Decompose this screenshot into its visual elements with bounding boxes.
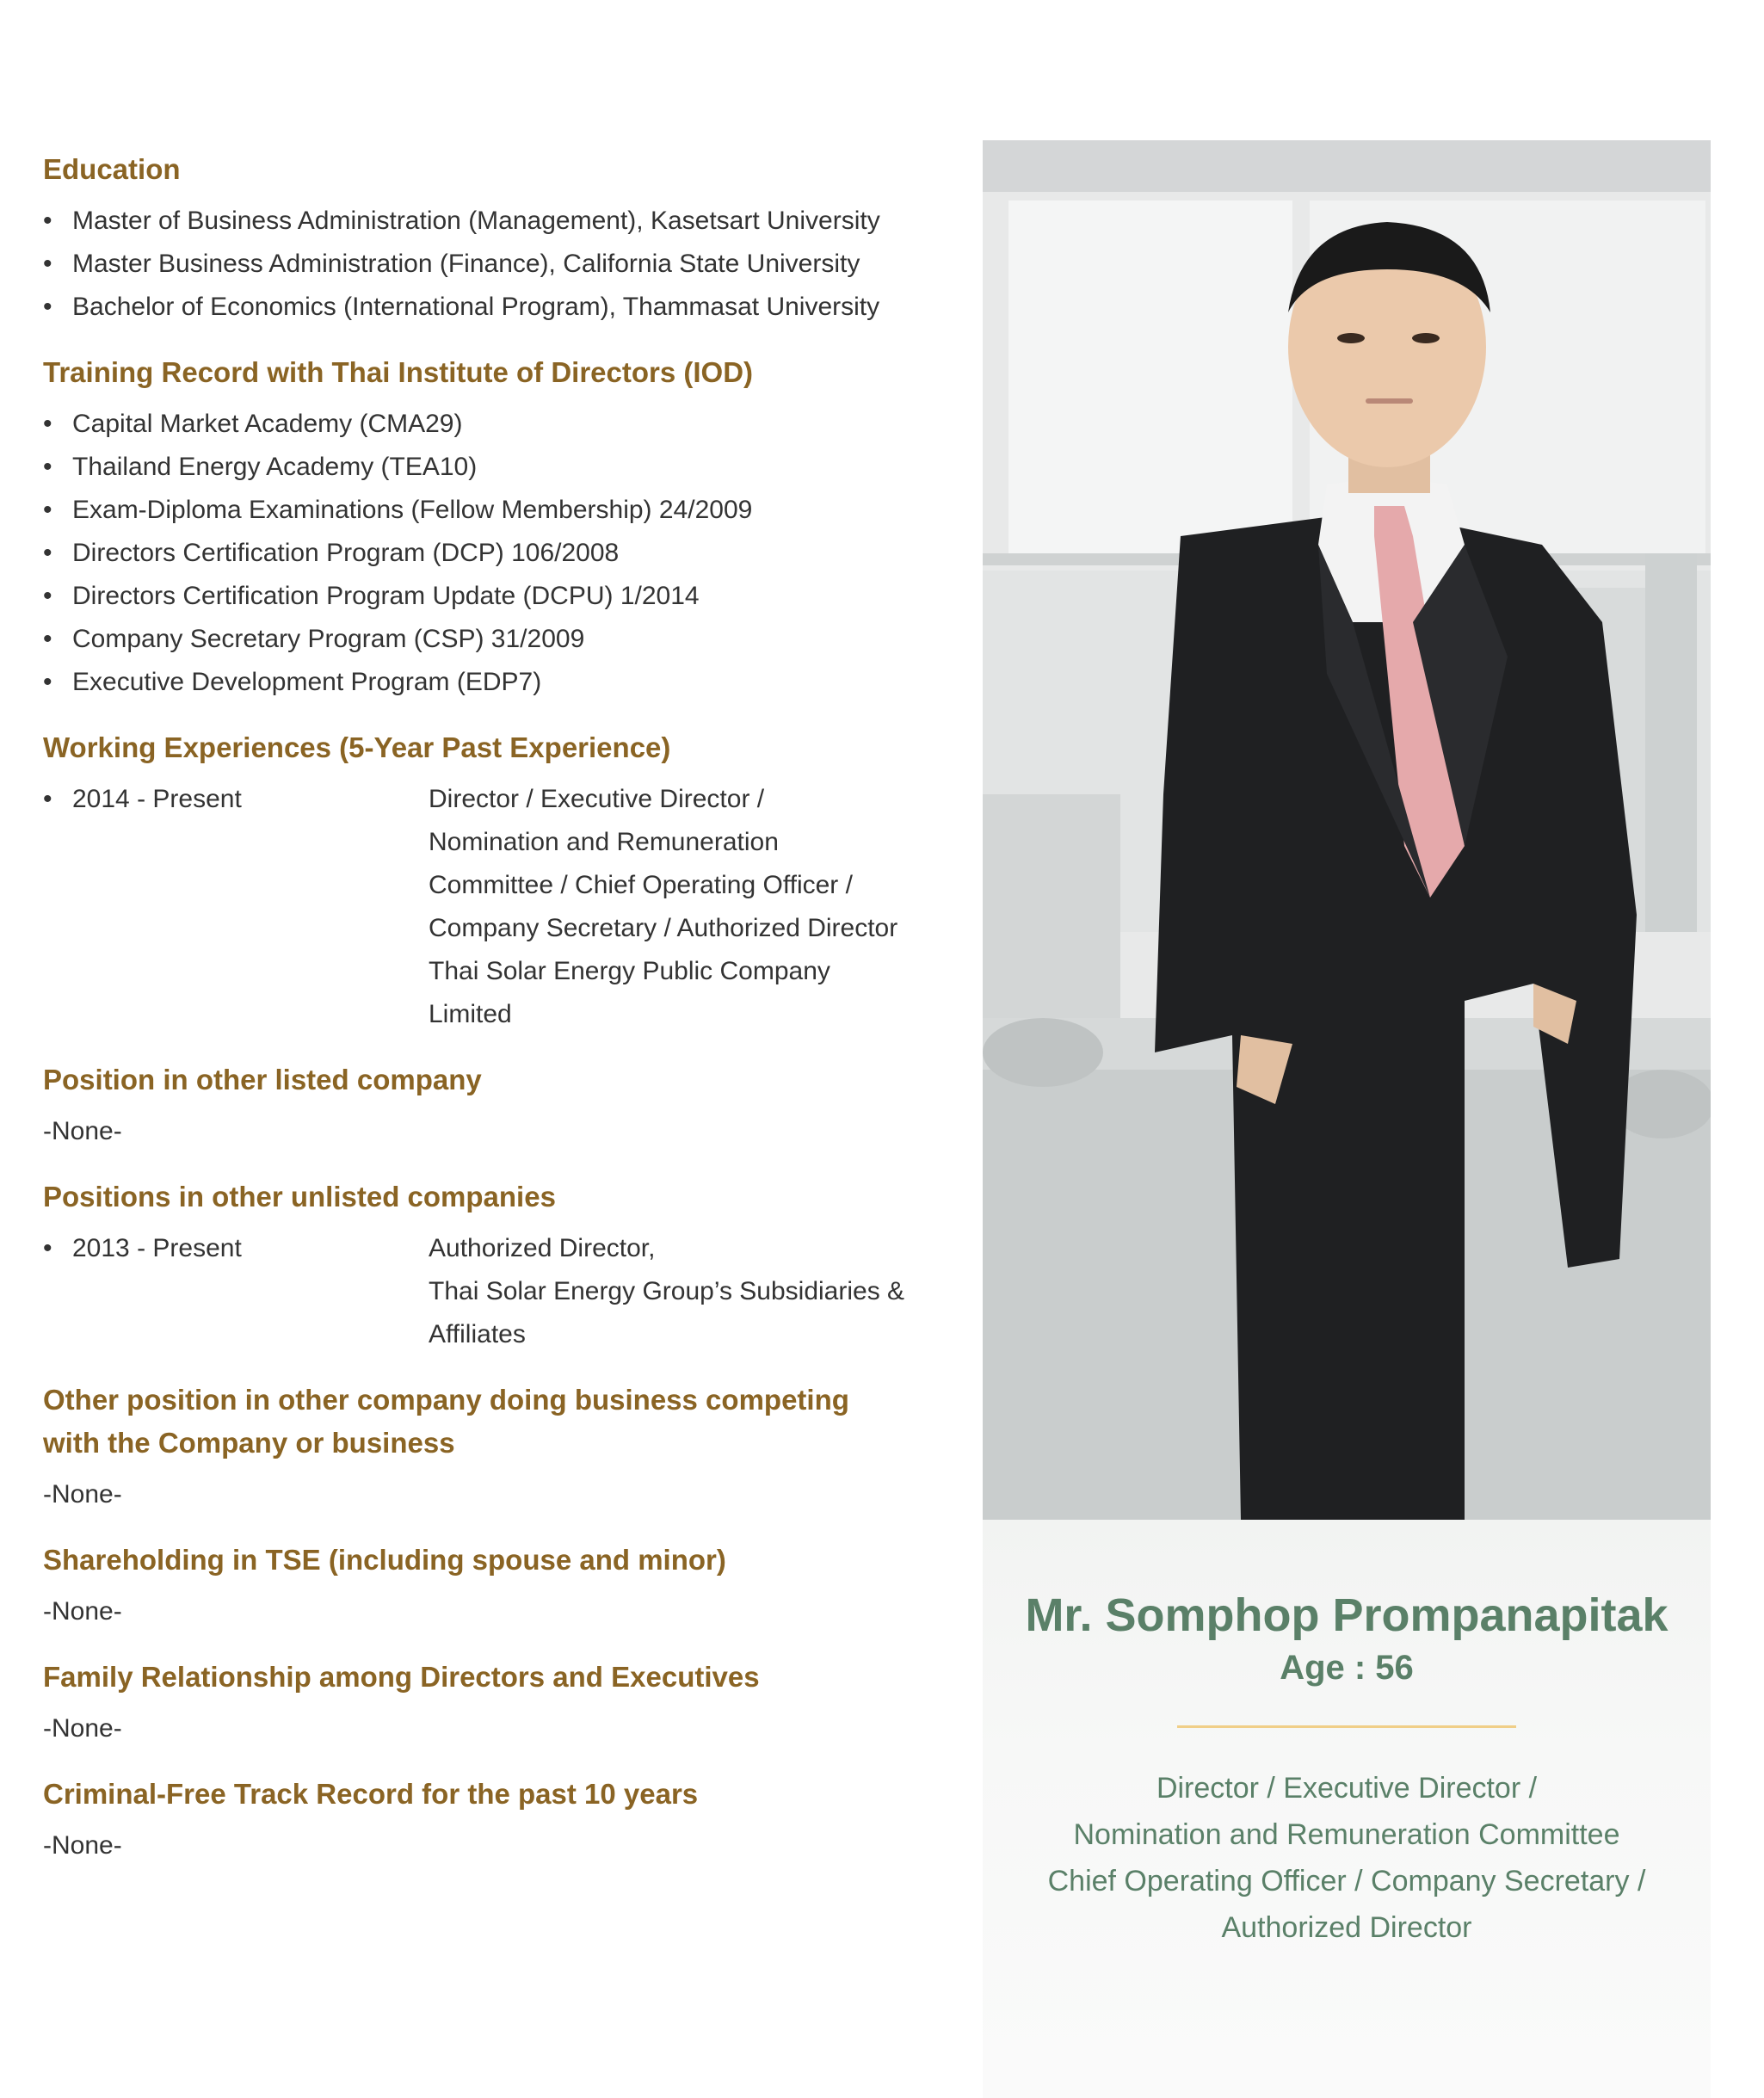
listed-section xyxy=(43,1058,938,1153)
profile-info xyxy=(983,1520,1711,2098)
family-heading: Family Relationship among Directors and Executives xyxy=(43,1661,760,1693)
role-line: Director / Executive Director / xyxy=(1156,1772,1538,1805)
person-roles xyxy=(983,1765,1711,1951)
role-line: Authorized Director xyxy=(1221,1911,1472,1944)
list-item: • Capital Market Academy (CMA29) xyxy=(43,410,463,438)
portrait-photo xyxy=(983,140,1711,1520)
unlisted-heading: Positions in other unlisted companies xyxy=(43,1181,556,1213)
person-name: Mr. Somphop Prompanapitak xyxy=(1025,1589,1668,1641)
criminal-heading: Criminal-Free Track Record for the past 10 years xyxy=(43,1778,699,1810)
person-age: Age : 56 xyxy=(1280,1649,1414,1687)
portrait-illustration xyxy=(983,140,1711,1520)
listed-heading: Position in other listed company xyxy=(43,1064,482,1095)
profile-card xyxy=(983,140,1711,2098)
criminal-section xyxy=(43,1773,938,1867)
competing-heading: Other position in other company doing business competing with the Company or business xyxy=(43,1384,849,1459)
list-item: • Master Business Administration (Finance), California State University xyxy=(43,250,860,278)
competing-section xyxy=(43,1379,938,1516)
list-item: • Bachelor of Economics (International Program), Thammasat University xyxy=(43,293,880,321)
shareholding-value: -None- xyxy=(43,1597,122,1626)
family-section xyxy=(43,1656,938,1750)
role-line: Chief Operating Officer / Company Secretary / xyxy=(1047,1865,1646,1897)
education-heading: Education xyxy=(43,153,181,185)
listed-value: -None- xyxy=(43,1117,122,1145)
training-heading: Training Record with Thai Institute of Directors (IOD) xyxy=(43,356,754,388)
working-heading: Working Experiences (5-Year Past Experience) xyxy=(43,731,671,763)
unlisted-entry: • 2013 - Present Authorized Director, Thai Solar Energy Group’s Subsidiaries & Affiliates xyxy=(43,1227,938,1356)
work-description: Director / Executive Director / Nomination and Remuneration Committee / Chief Operating Officer / Company Secretary / Authorized Director Thai Solar Energy Public Company Limited xyxy=(429,785,898,1028)
list-item: • Executive Development Program (EDP7) xyxy=(43,668,542,696)
training-section xyxy=(43,351,938,704)
work-entry: • 2014 - Present Director / Executive Director / Nomination and Remuneration Committee / Chief Operating Officer / Company Secretary / Authorized Director Thai Solar Energy Public Company Limited xyxy=(43,778,938,1036)
education-section xyxy=(43,148,938,329)
name-divider xyxy=(1177,1725,1516,1728)
list-item: • Directors Certification Program Update (DCPU) 1/2014 xyxy=(43,582,700,610)
list-item: • Directors Certification Program (DCP) 106/2008 xyxy=(43,539,620,567)
list-item: • Thailand Energy Academy (TEA10) xyxy=(43,453,478,481)
shareholding-heading: Shareholding in TSE (including spouse and minor) xyxy=(43,1544,726,1576)
unlisted-period: 2013 - Present xyxy=(72,1234,242,1262)
unlisted-description: Authorized Director, Thai Solar Energy Group’s Subsidiaries & Affiliates xyxy=(429,1234,905,1348)
profile-details xyxy=(43,148,938,1890)
competing-value: -None- xyxy=(43,1480,122,1509)
family-value: -None- xyxy=(43,1714,122,1743)
criminal-value: -None- xyxy=(43,1831,122,1860)
list-item: • Exam-Diploma Examinations (Fellow Membership) 24/2009 xyxy=(43,496,753,524)
shareholding-section xyxy=(43,1539,938,1633)
list-item: • Company Secretary Program (CSP) 31/2009 xyxy=(43,625,585,653)
unlisted-section xyxy=(43,1175,938,1356)
working-section xyxy=(43,726,938,1036)
work-period: 2014 - Present xyxy=(72,785,242,813)
role-line: Nomination and Remuneration Committee xyxy=(1073,1818,1620,1851)
list-item: • Master of Business Administration (Management), Kasetsart University xyxy=(43,207,880,235)
